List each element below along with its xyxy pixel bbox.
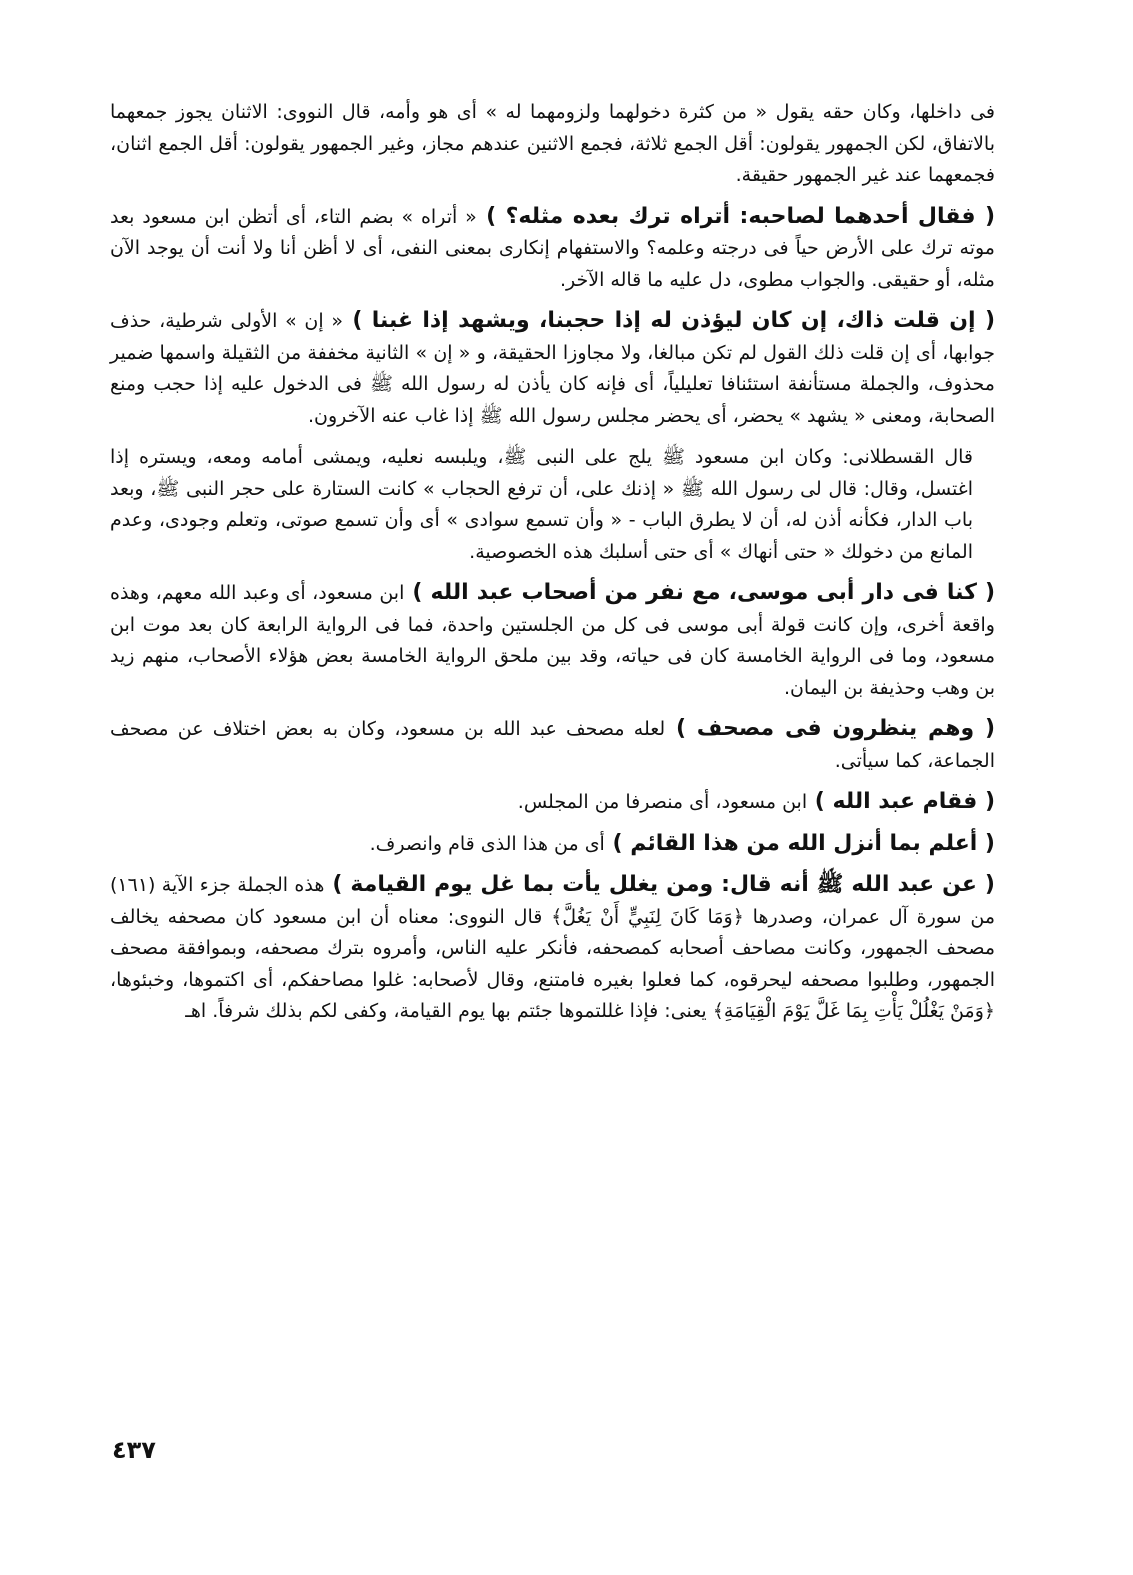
paragraph-body: ابن مسعود، أى منصرفا من المجلس.	[517, 791, 808, 813]
document-body	[110, 96, 995, 1028]
paragraph-heading: ( فقال أحدهما لصاحبه: أتراه ترك بعده مثله؟ )	[476, 203, 996, 229]
paragraph-body: أى من هذا الذى قام وانصرف.	[369, 832, 605, 855]
paragraph-heading: ( عن عبد الله ﷺ أنه قال: ومن يغلل يأت بما غل يوم القيامة )	[324, 872, 995, 897]
paragraph	[110, 201, 995, 297]
paragraph	[110, 96, 995, 192]
paragraph-body: « أتراه » بضم التاء، أى أتظن ابن مسعود بعد موته ترك على الأرض حياً فى درجته وعلمه؟ والاستفهام إنكارى بمعنى النفى، أى لا أظن أنا ولا أنت أن يوجد الآن مثله، أو حقيقى. والجواب مطوى، دل عليه ما قاله الآخر.	[110, 205, 995, 291]
paragraph-body: لعله مصحف عبد الله بن مسعود، وكان به بعض اختلاف عن مصحف الجماعة، كما سيأتى.	[110, 718, 995, 772]
paragraph	[110, 869, 995, 1028]
paragraph-body: « إن » الأولى شرطية، حذف جوابها، أى إن قلت ذلك القول لم تكن مبالغا، ولا مجاوزا الحقيقة، و « إن » الثانية مخففة من الثقيلة واسمها ضمير محذوف، والجملة مستأنفة استئنافا تعليلياً، أى فإنه كان يأذن له رسول الله ﷺ فى الدخول عليه إذا حجب ومنع الصحابة، ومعنى « يشهد » يحضر، أى يحضر مجلس رسول الله ﷺ إذا غاب عنه الآخرون.	[110, 310, 995, 427]
paragraph	[110, 441, 995, 568]
paragraph	[110, 305, 995, 432]
paragraph	[110, 713, 995, 777]
paragraph-body: فى داخلها، وكان حقه يقول « من كثرة دخولهما ولزومهما له » أى هو وأمه، قال النووى: الاثنان يجوز جمعهما بالاتفاق، لكن الجمهور يقولون: أقل الجمع ثلاثة، فجمع الاثنين عندهم مجاز، وغير الجمهور يقولون: أقل الجمع اثنان، فجمعهما عند غير الجمهور حقيقة.	[110, 101, 995, 186]
paragraph-heading: ( أعلم بما أنزل الله من هذا القائم )	[604, 830, 995, 856]
paragraph	[110, 828, 995, 861]
paragraph-body: قال القسطلانى: وكان ابن مسعود ﷺ يلج على النبى ﷺ، ويلبسه نعليه، ويمشى أمامه ومعه، ويستره إذا اغتسل، وقال: قال لى رسول الله ﷺ « إذنك على، أن ترفع الحجاب » كانت الستارة على حجر النبى ﷺ، وبعد باب الدار، فكأنه أذن له، أن لا يطرق الباب - « وأن تسمع سوادى » أى وأن تسمع صوتى، وتعلم وجودى، وعدم المانع من دخولك « حتى أنهاك » أى حتى أسلبك هذه الخصوصية.	[110, 446, 973, 563]
paragraph-heading: ( فقام عبد الله )	[807, 789, 995, 814]
paragraph	[110, 786, 995, 819]
page-number: ٤٣٧	[112, 1436, 156, 1464]
paragraph	[110, 577, 995, 704]
paragraph-body: ابن مسعود، أى وعبد الله معهم، وهذه واقعة أخرى، وإن كانت قولة أبى موسى فى كل من الجلستين واحدة، فما فى الرواية الرابعة كان بعد موت ابن مسعود، وما فى الرواية الخامسة كان فى حياته، وقد بين ملحق الرواية الخامسة بعض هؤلاء الأصحاب، منهم زيد بن وهب وحذيفة بن اليمان.	[110, 582, 995, 699]
paragraph-body: هذه الجملة جزء الآية (١٦١) من سورة آل عمران، وصدرها ﴿وَمَا كَانَ لِنَبِيٍّ أَنْ يَغُلَّ﴾ قال النووى: معناه أن ابن مسعود كان مصحفه يخالف مصحف الجمهور، وكانت مصاحف أصحابه كمصحفه، فأنكر عليه الناس، وأمروه بترك مصحفه، وبموافقة مصحف الجمهور، وطلبوا مصحفه ليحرقوه، كما فعلوا بغيره فامتنع، وقال لأصحابه: غلوا مصاحفكم، أى اكتموها، وخبئوها، ﴿وَمَنْ يَغْلُلْ يَأْتِ بِمَا غَلَّ يَوْمَ الْقِيَامَةِ﴾ يعنى: فإذا غللتموها جئتم بها يوم القيامة، وكفى لكم بذلك شرفاً. اهـ	[110, 874, 995, 1022]
paragraph-heading: ( إن قلت ذاك، إن كان ليؤذن له إذا حجبنا، ويشهد إذا غبنا )	[343, 308, 995, 333]
paragraph-heading: ( كنا فى دار أبى موسى، مع نفر من أصحاب عبد الله )	[404, 580, 996, 605]
paragraph-heading: ( وهم ينظرون فى مصحف )	[665, 716, 995, 741]
